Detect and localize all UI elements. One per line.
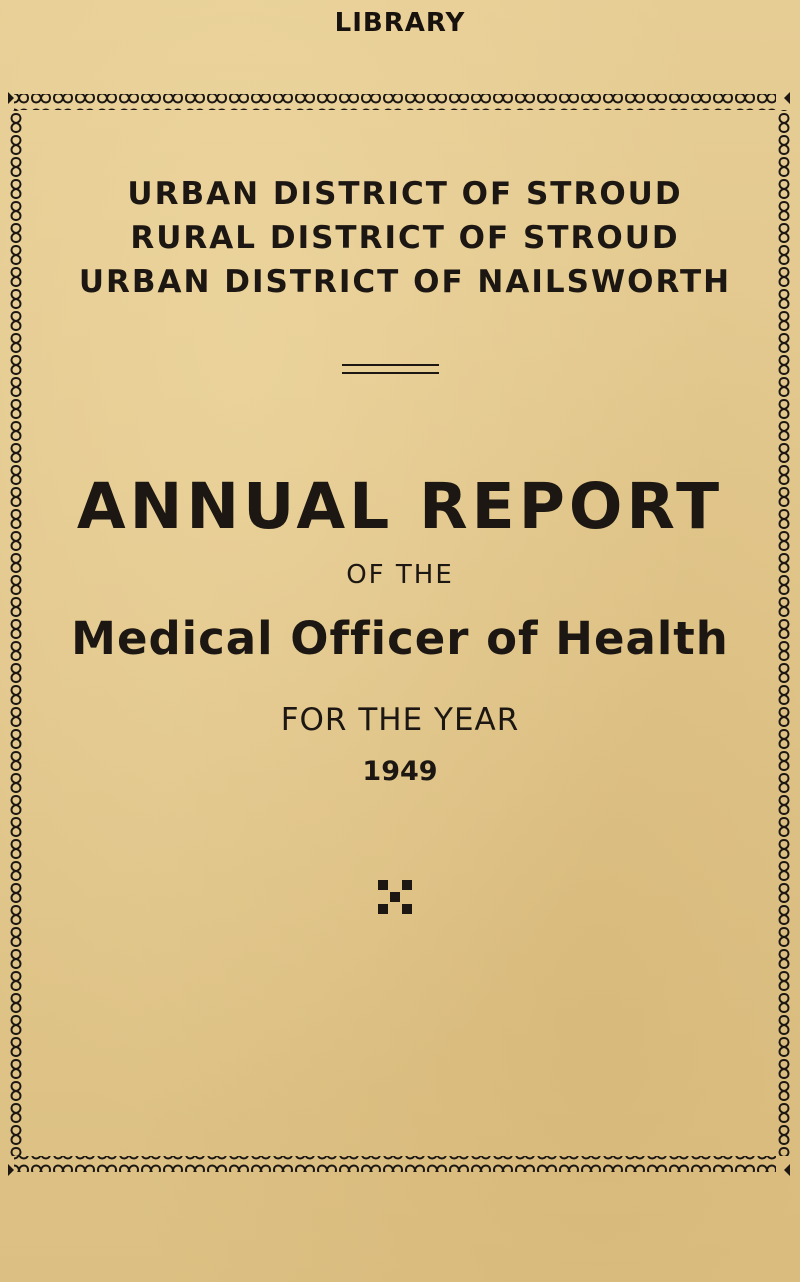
divider-rule-bottom bbox=[342, 372, 439, 374]
district-line-1: URBAN DISTRICT OF STROUD bbox=[127, 176, 683, 212]
cross-ornament-icon bbox=[378, 880, 412, 914]
for-the-year-text: FOR THE YEAR bbox=[280, 702, 520, 738]
district-line-2: RURAL DISTRICT OF STROUD bbox=[130, 220, 680, 256]
divider-rule-top bbox=[342, 364, 439, 366]
report-subtitle: Medical Officer of Health bbox=[71, 612, 729, 665]
page-title: ANNUAL REPORT bbox=[76, 470, 724, 543]
report-year: 1949 bbox=[362, 756, 438, 787]
library-stamp: LIBRARY bbox=[334, 8, 466, 38]
of-the-text: OF THE bbox=[346, 560, 454, 590]
district-line-3: URBAN DISTRICT OF NAILSWORTH bbox=[78, 264, 732, 300]
